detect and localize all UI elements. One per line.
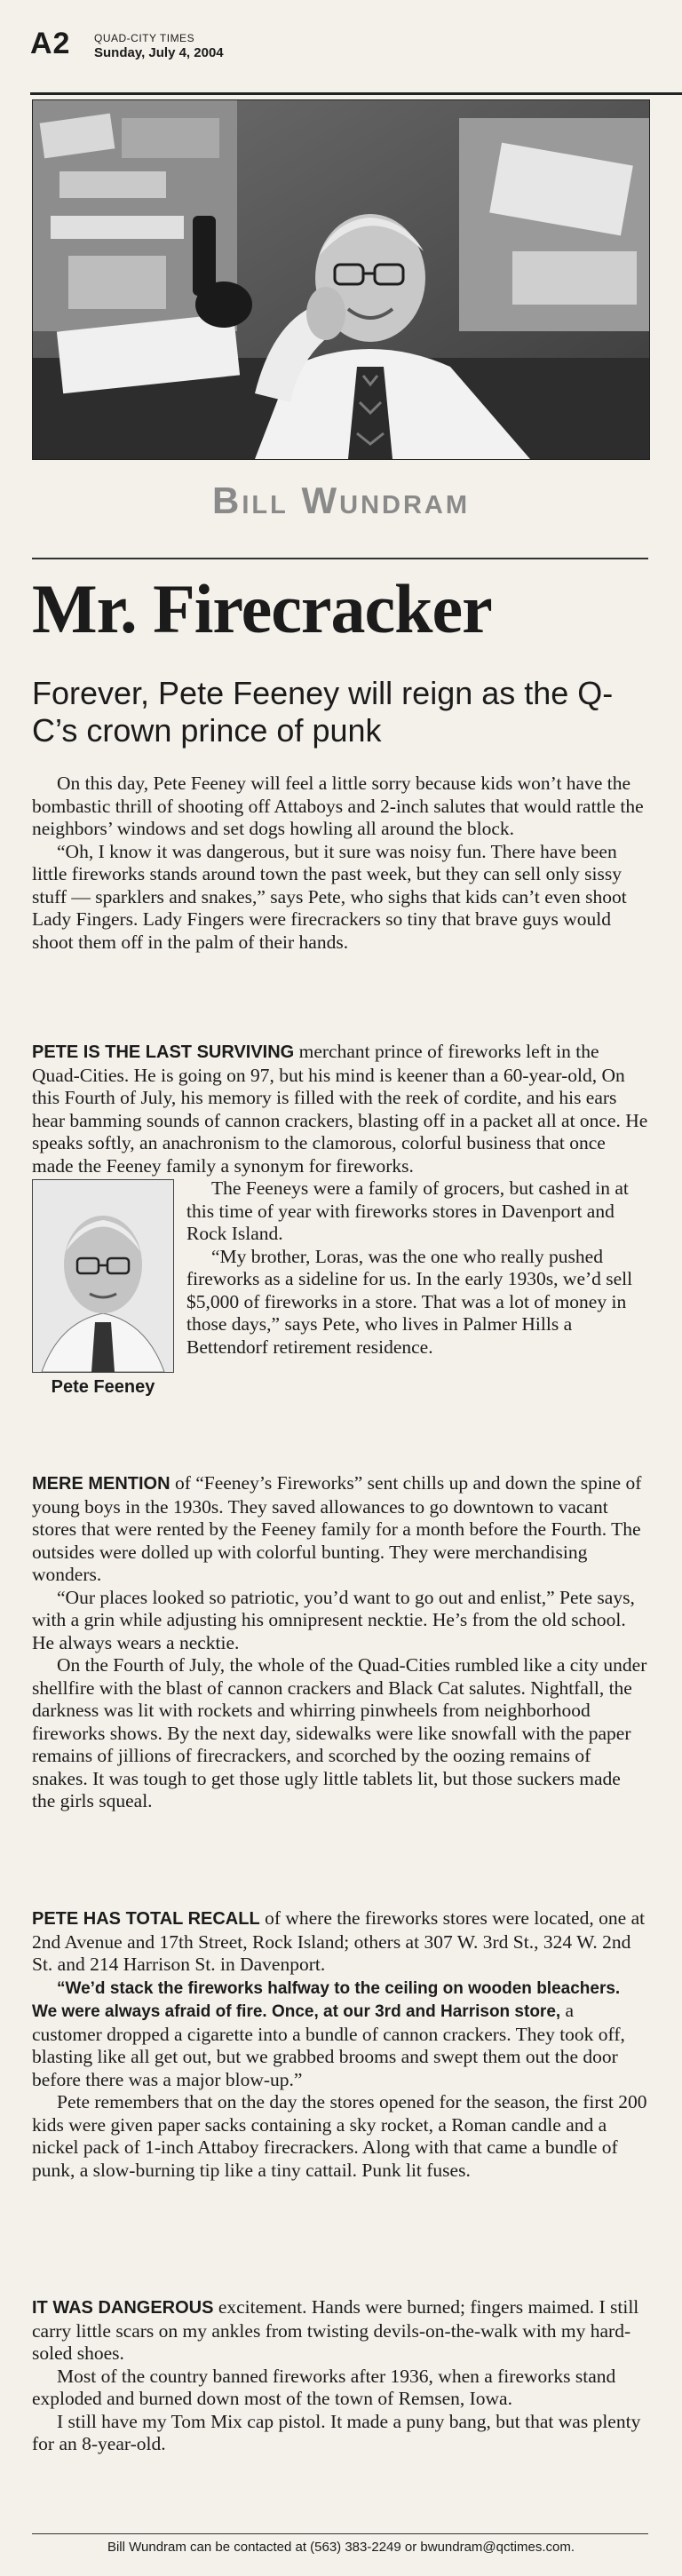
page-number: A2 xyxy=(30,27,71,60)
section-dangerous xyxy=(32,2296,648,2456)
contact-footer: Bill Wundram can be contacted at (563) 383-2249 or bwundram@qctimes.com. xyxy=(107,2540,575,2555)
section-lead: MERE MENTION xyxy=(32,1474,170,1494)
masthead-rule xyxy=(30,92,682,95)
section-total-recall xyxy=(32,1907,648,2182)
paragraph: On this day, Pete Feeney will feel a little sorry because kids won’t have the bombastic thrill of shooting off Attaboys and 2-inch salutes that would rattle the neighbors’ windows and set dogs howling all around the block. xyxy=(32,773,644,839)
column-signature: Bill Wundram xyxy=(212,480,470,521)
mugshot-image xyxy=(32,1179,174,1373)
paragraph: “Our places looked so patriotic, you’d want to go out and enlist,” Pete says, with a grin while adjusting his omnipresent necktie. He’s from the old school. He always wears a necktie. xyxy=(32,1586,635,1653)
section-lead: PETE IS THE LAST SURVIVING xyxy=(32,1042,295,1062)
mugshot xyxy=(32,1179,174,1399)
photo-illustration xyxy=(33,100,649,459)
section-lead: PETE HAS TOTAL RECALL xyxy=(32,1909,260,1929)
headline: Mr. Firecracker xyxy=(32,570,492,647)
paragraph xyxy=(32,1977,648,2092)
deck: Forever, Pete Feeney will reign as the Q-C’s crown prince of punk xyxy=(32,675,614,749)
footer-rule xyxy=(32,2533,648,2534)
paragraph: “My brother, Loras, was the one who really pushed fireworks as a sideline for us. In the early 1930s, we’d sell $5,000 of fireworks in a store. That was a lot of money in those days,” says Pete, who lives in Palmer Hills a Bettendorf retirement residence. xyxy=(186,1245,633,1358)
signature-rule xyxy=(32,558,648,559)
section-lead-rest: of where the fireworks stores were located, one at 2nd Avenue and 17th Street, Rock Island; others at 307 W. 3rd St., 324 W. 2nd St. and 214 Harrison St. in Davenport. xyxy=(32,1907,646,1975)
paragraph xyxy=(32,1041,648,1177)
masthead xyxy=(30,28,682,62)
section-lead: IT WAS DANGEROUS xyxy=(32,2298,214,2318)
mugshot-illustration xyxy=(33,1180,173,1372)
paragraph: Pete remembers that on the day the stores opened for the season, the first 200 kids were given paper sacks containing a sky rocket, a Roman candle and a nickel pack of 1-inch Attaboy firecrackers. Along with that came a bundle of punk, a slow-burning tip like a tiny cattail. Punk lit fuses. xyxy=(32,2091,647,2181)
paragraph: On the Fourth of July, the whole of the Quad-Cities rumbled like a city under shellfire with the blast of cannon crackers and Black Cat salutes. Nightfall, the darkness was lit with rockets and whirring pinwheels from neighborhood fireworks shows. By the next day, sidewalks were like snowfall with the paper remains of jillions of firecrackers, and scorched by the oozing remains of snakes. It was tough to get those ugly little tablets lit, but those suckers made the girls squeal. xyxy=(32,1654,647,1811)
paragraph: Most of the country banned fireworks after 1936, when a fireworks stand exploded and burned down most of the town of Remsen, Iowa. xyxy=(32,2365,616,2409)
paragraph xyxy=(32,1907,648,1977)
section-last-surviving xyxy=(32,1041,648,1403)
paragraph xyxy=(32,2296,648,2366)
section-lead-rest: of “Feeney’s Fireworks” sent chills up and down the spine of young boys in the 1930s. They saved allowances to go downtown to vacant stores that were rented by the Feeney family for a month before the Fourth. The outsides were dolled up with colorful bunting. They were merchandising wonders. xyxy=(32,1472,642,1585)
mugshot-caption: Pete Feeney xyxy=(51,1377,155,1397)
paragraph: The Feeneys were a family of grocers, but cashed in at this time of year with fireworks stores in Davenport and Rock Island. xyxy=(186,1177,629,1244)
columnist-photo xyxy=(32,99,650,460)
section-lead-rest: excitement. Hands were burned; fingers maimed. I still carry little scars on my ankles from twisting devils-on-the-walk with my hard-soled shoes. xyxy=(32,2296,639,2364)
section-mere-mention xyxy=(32,1472,648,1813)
paragraph: “Oh, I know it was dangerous, but it sure was noisy fun. There have been little fireworks stands around town the past week, but they can sell only sissy stuff — sparklers and snakes,” says Pete, who sighs that kids can’t even shoot Lady Fingers. Lady Fingers were firecrackers so tiny that brave guys would shoot them off in the palm of their hands. xyxy=(32,840,627,953)
section-intro xyxy=(32,773,648,954)
paper-name: QUAD-CITY TIMES xyxy=(94,32,195,44)
paragraph: I still have my Tom Mix cap pistol. It made a puny bang, but that was plenty for an 8-year-old. xyxy=(32,2410,641,2454)
issue-date: Sunday, July 4, 2004 xyxy=(94,45,224,60)
bold-quote: “We’d stack the fireworks halfway to the ceiling on wooden bleachers. We were always afraid of fire. Once, at our 3rd and Harrison store, xyxy=(32,1978,621,2021)
paragraph xyxy=(32,1472,648,1587)
section-lead-rest: merchant prince of fireworks left in the Quad-Cities. He is going on 97, but his mind is keener than a 60-year-old, On this Fourth of July, his memory is filled with the reek of cordite, and his ears hear bamming sounds of cannon crackers, blasting off in a packet all at once. He speaks softly, an anachronism to the clamorous, colorful business that once made the Feeney family a synonym for fireworks. xyxy=(32,1041,648,1177)
quote-rest: a customer dropped a cigarette into a bundle of cannon crackers. They took off, blasting like all get out, but we grabbed brooms and swept them out the door before there was a major blow-up.” xyxy=(32,2000,625,2090)
